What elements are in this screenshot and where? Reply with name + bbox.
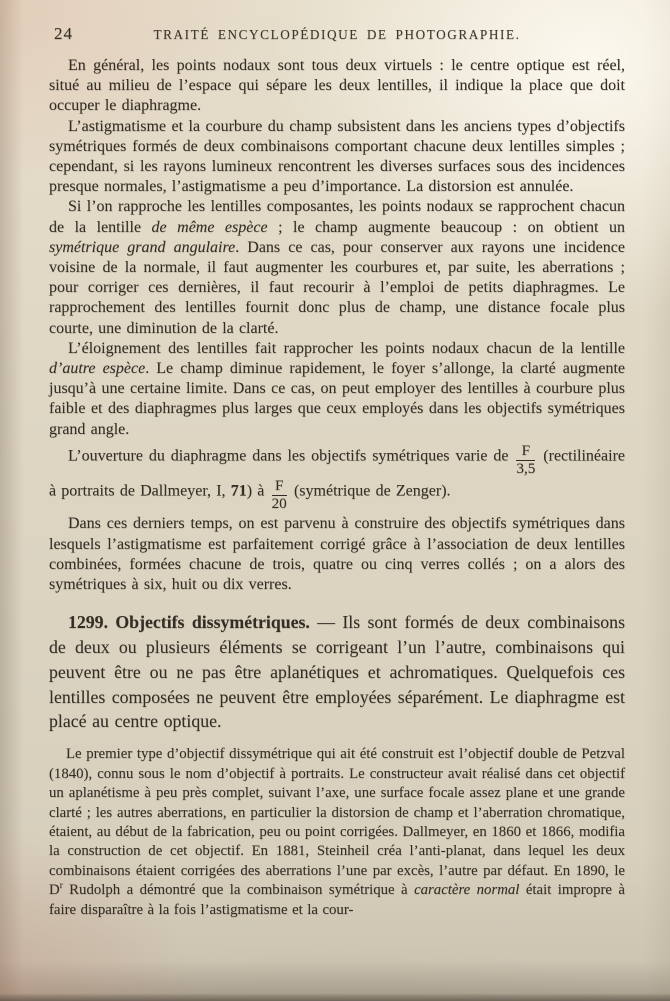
page-number: 24 [54,24,73,43]
italic-term-dautre-espece: d’autre espèce [49,360,146,378]
running-title: TRAITÉ ENCYCLOPÉDIQUE DE PHOTOGRAPHIE. [153,27,521,42]
paragraph-petzval-history [49,745,625,920]
text-run: . Dans ce cas, pour conserver aux rayons une incidence voisine de la normale, il faut augmenter les courbures et, par suite, les aberrations ; pour corriger ces dernières, il faut recourir à l’emploi de petits diaphragmes. Le rapprochement des lentilles fournit donc plus de champ, une distance focale plus courte, une diminution de la clarté. [49,238,625,337]
italic-term-caractere-normal: caractère normal [414,882,520,899]
page-header [49,23,625,56]
text-run: Rudolph a démontré que la combinaison symétrique à [62,882,415,899]
paragraph-points-nodaux: En général, les points nodaux sont tous deux virtuels : le centre optique est réel, situé au milieu de l’espace qui sépare les deux lentilles, il indique la place que doit occuper le diaphragme. [49,57,625,115]
text-block [49,23,625,920]
fraction-denominator: 20 [271,495,287,513]
paragraph-ouverture-diaphragme [49,443,625,513]
text-run: Si l’on rapproche les lentilles composantes, les points nodaux se rapprochent chacun de la lentille [49,198,625,236]
paragraph-eloignement-lentilles [49,339,625,440]
text-run: — Ils sont formés de deux combinaisons de deux ou plusieurs éléments se corrigeant l’un l’autre, combinaisons qui peuvent être ou ne pas être aplanétiques et achromatiques. Quelquefois ces lentilles composées ne peuvent être employées séparément. Le diaphragme est placé au centre optique. [49,612,625,732]
fraction-numerator: F [272,478,287,496]
text-run: ; le champ augmente beaucoup : on obtient un [267,218,625,236]
text-run: Le premier type d’objectif dissymétrique qui ait été construit est l’objectif double de Petzval (1840), connu sous le nom d’objectif à portraits. Le constructeur avait réalisé dans cet objectif un aplanétisme à peu près complet, suivant l’axe, une surface focale assez plane et une grande clarté ; les autres aberrations, en particulier la distorsion de champ et l’aberration chromatique, étaient, au début de la fabrication, peu ou point corrigées. Dallmeyer, en 1860 et 1866, modifia la construction de cet objectif. En 1881, Steinheil créa l’anti-planat, dans lequel les deux combinaisons étaient corrigées des aberrations l’une par excès, l’autre par défaut. En 1890, le D [49,746,625,899]
text-run: . Le champ diminue rapidement, le foyer s’allonge, la clarté augmente jusqu’à une certaine limite. Dans ce cas, on peut employer des lentilles à courbure plus faible et des diaphragmes plus larges que ceux employés dans les objectifs symétriques grand angle. [49,360,626,438]
paragraph-derniers-temps: Dans ces derniers temps, on est parvenu à construire des objectifs symétriques dans lesquels l’astigmatisme est parfaitement corrigé grâce à l’association de deux lentilles combinées, formées chacune de trois, quatre ou cinq verres collés ; on a alors des symétriques à six, huit ou dix verres. [49,515,625,594]
section-heading: 1299. Objectifs dissymétriques. [68,612,310,633]
text-run: L’ouverture du diaphragme dans les objectifs symétriques varie de [68,447,515,465]
text-run: était impropre à faire disparaître à la fois l’astigmatisme et la cour- [49,882,626,918]
fraction-f-sur-3-5 [516,443,535,478]
section-1299-objectifs-dissymetriques [49,610,625,734]
italic-term-symetrique-grand-angulaire: symétrique grand angulaire [49,238,236,256]
paragraph-astigmatisme: L’astigmatisme et la courbure du champ subsistent dans les anciens types d’objectifs symétriques formés de deux combinaisons comportant chacune deux lentilles simples ; cependant, si les rayons lumineux rencontrent les diverses surfaces sous des incidences presque normales, l’astigmatisme a peu d’importance. La distorsion est annulée. [49,117,625,196]
paragraph-rapprochement-lentilles [49,197,625,338]
italic-term-de-meme-espece: de même espèce [151,218,268,236]
bold-reference-number: 71 [230,482,247,500]
text-run: ) à [246,482,270,500]
text-run: L’éloignement des lentilles fait rapprocher les points nodaux chacun de la lentille [68,339,625,357]
text-run: (rectilinéaire à portraits de Dallmeyer, I, [49,447,626,500]
fraction-numerator: F [516,443,535,461]
text-run: (symétrique de Zenger). [288,482,451,500]
fraction-f-sur-20 [272,478,287,513]
fraction-denominator: 3,5 [516,460,536,478]
superscript-r: r [59,880,63,891]
